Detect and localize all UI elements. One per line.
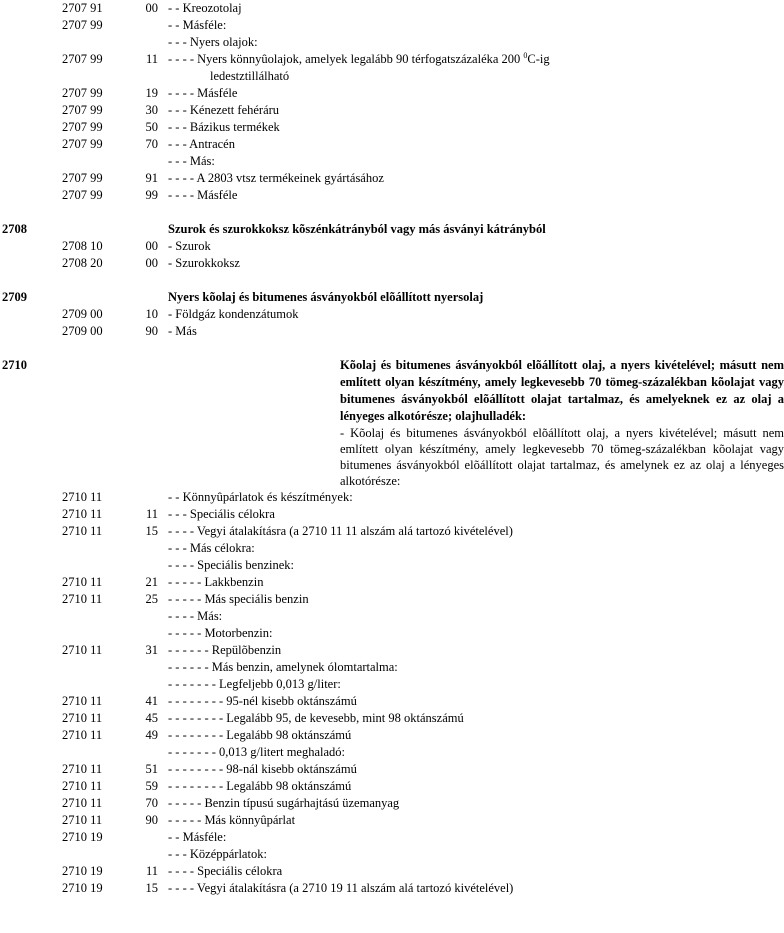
tariff-description: - - - - - - - 0,013 g/litert meghaladó:	[168, 745, 346, 759]
tariff-code: 2710 11	[62, 813, 103, 827]
tariff-description: - - - Más:	[168, 154, 215, 168]
tariff-row	[0, 0, 623, 17]
tariff-subcode: 50	[145, 120, 158, 134]
tariff-code: 2710 11	[62, 643, 103, 657]
heading-title: Kõolaj és bitumenes ásványokból elõállított olaj, a nyers kivételével; másutt nem említett olyan készítmény, amely legkevesebb 70 tömeg-százalékban kõolajat vagy bitumenes ásványokból elõállított olajat tartalmaz, és amelyeknek ez az olaj a lényeges alkotórésze; olajhulladék:	[340, 358, 784, 423]
tariff-code: 2709 00	[62, 307, 103, 321]
tariff-row	[0, 710, 623, 727]
tariff-subcode: 00	[145, 256, 158, 270]
tariff-description: - - - - - - - - 98-nál kisebb oktánszámú	[168, 762, 357, 776]
tariff-description: - - - - Másféle	[168, 188, 238, 202]
tariff-description: - - - - - Lakkbenzin	[168, 575, 264, 589]
tariff-code: 2710 11	[62, 592, 103, 606]
tariff-description: - Földgáz kondenzátumok	[168, 307, 299, 321]
tariff-code: 2707 99	[62, 18, 103, 32]
tariff-description: - - Kreozotolaj	[168, 1, 242, 15]
tariff-code: 2710 11	[62, 796, 103, 810]
tariff-row	[0, 727, 623, 744]
tariff-description: - Szurok	[168, 239, 211, 253]
tariff-row	[0, 625, 623, 642]
tariff-code: 2710 19	[62, 864, 103, 878]
tariff-subcode: 49	[145, 728, 158, 742]
description-part: - - - - Nyers könnyûolajok, amelyek legalább 90 térfogatszázaléka 200	[168, 52, 524, 66]
tariff-subcode: 91	[145, 171, 158, 185]
tariff-row	[0, 136, 623, 153]
tariff-description: - - - - - Benzin típusú sugárhajtású üzemanyag	[168, 796, 400, 810]
tariff-description: - - Könnyûpárlatok és készítmények:	[168, 490, 353, 504]
tariff-row	[0, 489, 623, 506]
tariff-description: - - - - Vegyi átalakításra (a 2710 11 11 alszám alá tartozó kivételével)	[168, 524, 513, 538]
tariff-subcode: 99	[145, 188, 158, 202]
tariff-row	[0, 17, 623, 34]
tariff-description: - - - Bázikus termékek	[168, 120, 280, 134]
description-part: C-ig	[527, 52, 550, 66]
tariff-code: 2707 99	[62, 137, 103, 151]
tariff-row	[0, 693, 623, 710]
superscript-degree: 0	[523, 51, 528, 60]
tariff-description: - - - - - - - Legfeljebb 0,013 g/liter:	[168, 677, 341, 691]
tariff-row	[0, 659, 623, 676]
tariff-subcode: 19	[145, 86, 158, 100]
tariff-description: - - Másféle:	[168, 18, 227, 32]
tariff-code: 2708 20	[62, 256, 103, 270]
tariff-code: 2710 11	[62, 779, 103, 793]
tariff-row	[0, 306, 623, 323]
tariff-row	[0, 425, 784, 489]
tariff-row	[0, 523, 623, 540]
tariff-code: 2710 11	[62, 711, 103, 725]
tariff-subcode: 00	[145, 239, 158, 253]
tariff-row	[0, 85, 623, 102]
tariff-subcode: 31	[145, 643, 158, 657]
tariff-subcode: 41	[145, 694, 158, 708]
tariff-description: - Szurokkoksz	[168, 256, 240, 270]
tariff-row	[0, 574, 623, 591]
tariff-row	[0, 102, 623, 119]
tariff-code: 2710 11	[62, 762, 103, 776]
tariff-description: - - - - - Más speciális benzin	[168, 592, 309, 606]
tariff-row	[0, 170, 623, 187]
tariff-row	[0, 880, 623, 897]
tariff-subcode: 70	[145, 796, 158, 810]
tariff-subcode: 59	[145, 779, 158, 793]
tariff-description: - - Másféle:	[168, 830, 227, 844]
tariff-subcode: 11	[145, 52, 158, 66]
tariff-code: 2707 99	[62, 171, 103, 185]
tariff-row	[0, 591, 623, 608]
section-gap	[0, 204, 623, 221]
tariff-description: - - - - Speciális benzinek:	[168, 558, 294, 572]
tariff-subcode: 10	[145, 307, 158, 321]
tariff-subcode: 90	[145, 324, 158, 338]
tariff-code: 2710 19	[62, 881, 103, 895]
tariff-subcode: 30	[145, 103, 158, 117]
tariff-code: 2707 99	[62, 120, 103, 134]
tariff-code: 2710 19	[62, 830, 103, 844]
tariff-row	[0, 846, 623, 863]
tariff-row	[0, 187, 623, 204]
tariff-row	[0, 540, 623, 557]
tariff-subcode: 11	[145, 864, 158, 878]
tariff-code: 2707 99	[62, 188, 103, 202]
tariff-subcode: 15	[145, 524, 158, 538]
tariff-row	[0, 238, 623, 255]
tariff-code: 2710 11	[62, 575, 103, 589]
tariff-row	[0, 51, 623, 68]
tariff-code: 2710 11	[62, 507, 103, 521]
tariff-subcode: 70	[145, 137, 158, 151]
tariff-code: 2707 99	[62, 86, 103, 100]
tariff-subcode: 00	[145, 1, 158, 15]
heading-title: Nyers kõolaj és bitumenes ásványokból elõállított nyersolaj	[168, 290, 484, 304]
tariff-code: 2710 11	[62, 728, 103, 742]
tariff-description: - - - Középpárlatok:	[168, 847, 267, 861]
tariff-description: - - - - Speciális célokra	[168, 864, 283, 878]
tariff-row	[0, 761, 623, 778]
tariff-code: 2707 91	[62, 1, 103, 15]
tariff-description-continuation: ledestztillálható	[210, 69, 290, 83]
tariff-row	[0, 557, 623, 574]
tariff-code: 2710 11	[62, 694, 103, 708]
tariff-row	[0, 642, 623, 659]
tariff-subcode: 11	[145, 507, 158, 521]
tariff-row	[0, 119, 623, 136]
tariff-subcode: 45	[145, 711, 158, 725]
tariff-row	[0, 744, 623, 761]
tariff-description: - - - Nyers olajok:	[168, 35, 258, 49]
tariff-description: - - - - - - Más benzin, amelynek ólomtartalma:	[168, 660, 398, 674]
tariff-description: - Más	[168, 324, 197, 338]
tariff-row	[0, 863, 623, 880]
tariff-row	[0, 676, 623, 693]
tariff-description: - - - Kénezett fehéráru	[168, 103, 280, 117]
tariff-description: - - - - - - Repülõbenzin	[168, 643, 282, 657]
tariff-subcode: 15	[145, 881, 158, 895]
tariff-description: - - - Antracén	[168, 137, 235, 151]
heading-row	[0, 357, 784, 425]
tariff-row	[0, 829, 623, 846]
heading-row	[0, 289, 623, 306]
tariff-description: - - - - Más:	[168, 609, 223, 623]
tariff-code: 2710 11	[62, 524, 103, 538]
heading-number: 2709	[2, 290, 27, 304]
tariff-description: - - - - Másféle	[168, 86, 238, 100]
tariff-description: - - - - A 2803 vtsz termékeinek gyártásához	[168, 171, 384, 185]
tariff-row	[0, 153, 623, 170]
tariff-row	[0, 506, 623, 523]
tariff-code: 2710 11	[62, 490, 103, 504]
tariff-row	[0, 778, 623, 795]
heading-title: Szurok és szurokkoksz kõszénkátrányból vagy más ásványi kátrányból	[168, 222, 546, 236]
tariff-row	[0, 323, 623, 340]
tariff-row-continuation	[0, 68, 623, 85]
tariff-description: - - - - - - - - Legalább 95, de kevesebb, mint 98 oktánszámú	[168, 711, 464, 725]
heading-number: 2710	[2, 358, 27, 372]
tariff-description: - - - - Vegyi átalakításra (a 2710 19 11 alszám alá tartozó kivételével)	[168, 881, 514, 895]
heading-row	[0, 221, 623, 238]
tariff-description: - - - Más célokra:	[168, 541, 255, 555]
tariff-description: - - - Speciális célokra	[168, 507, 275, 521]
tariff-description: - - - - - - - - Legalább 98 oktánszámú	[168, 728, 352, 742]
heading-number: 2708	[2, 222, 27, 236]
tariff-row	[0, 34, 623, 51]
tariff-subcode: 90	[145, 813, 158, 827]
tariff-row	[0, 795, 623, 812]
tariff-row	[0, 608, 623, 625]
tariff-row	[0, 255, 623, 272]
tariff-code: 2709 00	[62, 324, 103, 338]
tariff-description: - - - - - Más könnyûpárlat	[168, 813, 296, 827]
tariff-subcode: 51	[145, 762, 158, 776]
tariff-description: - Kõolaj és bitumenes ásványokból elõállított olaj, a nyers kivételével; másutt nem említett olyan készítmény, amely legkevesebb 70 tömeg-százalékban kõolajat vagy bitumenes ásványokból elõállított olajat tartalmaz, és amelynek ez az olaj a lényeges alkotórésze:	[340, 426, 784, 488]
tariff-code: 2707 99	[62, 103, 103, 117]
tariff-subcode: 25	[145, 592, 158, 606]
section-gap	[0, 340, 623, 357]
tariff-description: - - - - - - - - Legalább 98 oktánszámú	[168, 779, 352, 793]
tariff-description: - - - - - Motorbenzin:	[168, 626, 273, 640]
tariff-subcode: 21	[145, 575, 158, 589]
section-gap	[0, 272, 623, 289]
tariff-code: 2708 10	[62, 239, 103, 253]
tariff-description: - - - - - - - - 95-nél kisebb oktánszámú	[168, 694, 357, 708]
tariff-row	[0, 812, 623, 829]
tariff-code: 2707 99	[62, 52, 103, 66]
tariff-description	[168, 51, 550, 68]
